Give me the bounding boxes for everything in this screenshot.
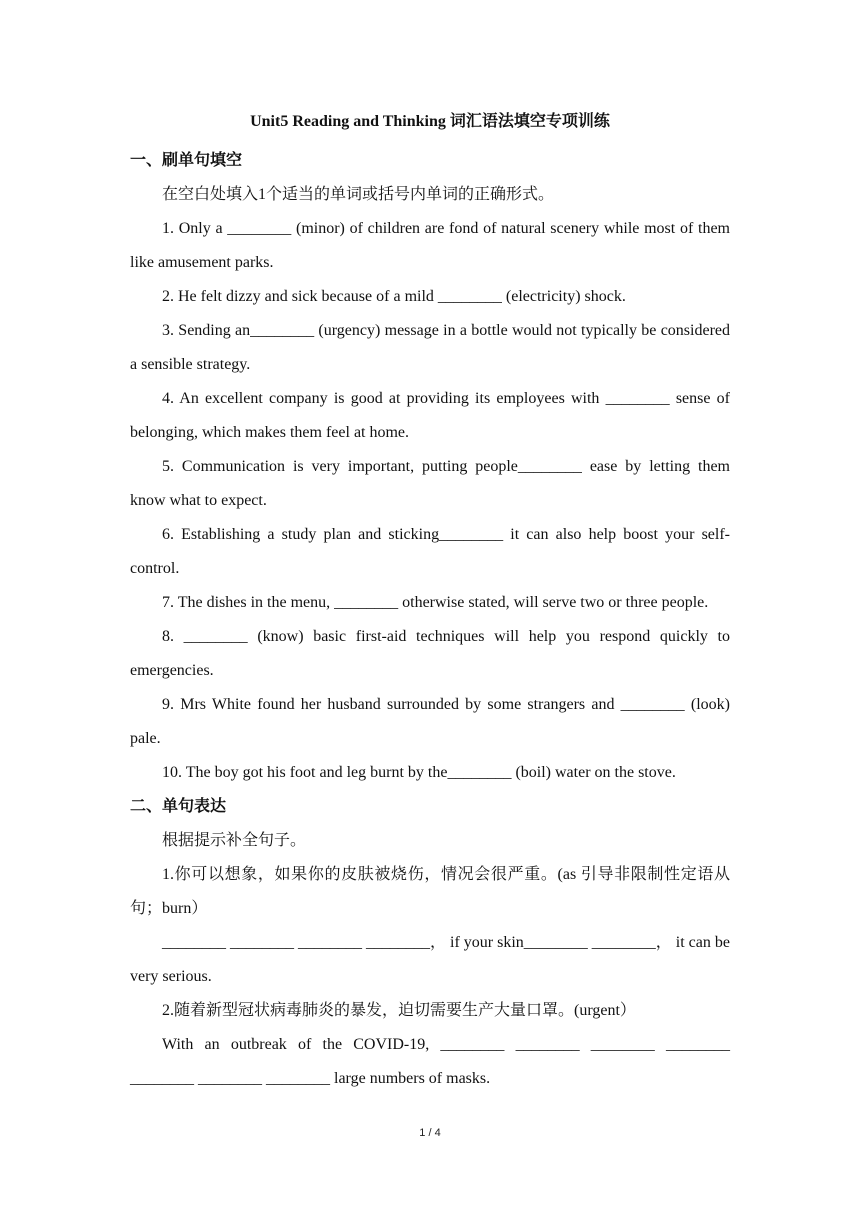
question-item-9: 9. Mrs White found her husband surrounded by some strangers and ________ (look) pale.: [130, 696, 730, 747]
section-instruction-2: 根据提示补全句子。: [162, 832, 307, 849]
page-number: 1 / 4: [419, 1127, 441, 1139]
question-item-7: 7. The dishes in the menu, ________ otherwise stated, will serve two or three people.: [162, 594, 709, 611]
document-title: Unit5 Reading and Thinking 词汇语法填空专项训练: [250, 113, 610, 130]
question-item-4: 4. An excellent company is good at providing its employees with ________ sense of belonging, which makes them feel at home.: [130, 390, 730, 441]
expression-answer-2: With an outbreak of the COVID-19, ________ ________ ________ ________ ________ ________ ________ large numbers of masks.: [130, 1036, 730, 1087]
question-item-3: 3. Sending an________ (urgency) message in a bottle would not typically be considered a sensible strategy.: [130, 322, 730, 373]
expression-prompt-1: 1.你可以想象，如果你的皮肤被烧伤，情况会很严重。(as 引导非限制性定语从句；burn）: [130, 866, 730, 917]
question-item-8: 8. ________ (know) basic first-aid techniques will help you respond quickly to emergencies.: [130, 628, 730, 679]
question-item-10: 10. The boy got his foot and leg burnt by the________ (boil) water on the stove.: [162, 764, 676, 781]
section-heading-1: 一、刷单句填空: [130, 152, 243, 169]
section-heading-2: 二、单句表达: [130, 798, 227, 815]
question-item-6: 6. Establishing a study plan and sticking________ it can also help boost your self-control.: [130, 526, 730, 577]
expression-answer-1: ________ ________ ________ ________， if your skin________ ________， it can be very serious.: [130, 934, 730, 985]
document-body: [130, 144, 730, 1096]
question-item-1: 1. Only a ________ (minor) of children are fond of natural scenery while most of them like amusement parks.: [130, 220, 730, 271]
expression-prompt-2: 2.随着新型冠状病毒肺炎的暴发，迫切需要生产大量口罩。(urgent）: [162, 1002, 636, 1019]
question-item-5: 5. Communication is very important, putting people________ ease by letting them know what to expect.: [130, 458, 730, 509]
question-item-2: 2. He felt dizzy and sick because of a mild ________ (electricity) shock.: [162, 288, 626, 305]
section-instruction-1: 在空白处填入1个适当的单词或括号内单词的正确形式。: [162, 186, 555, 203]
